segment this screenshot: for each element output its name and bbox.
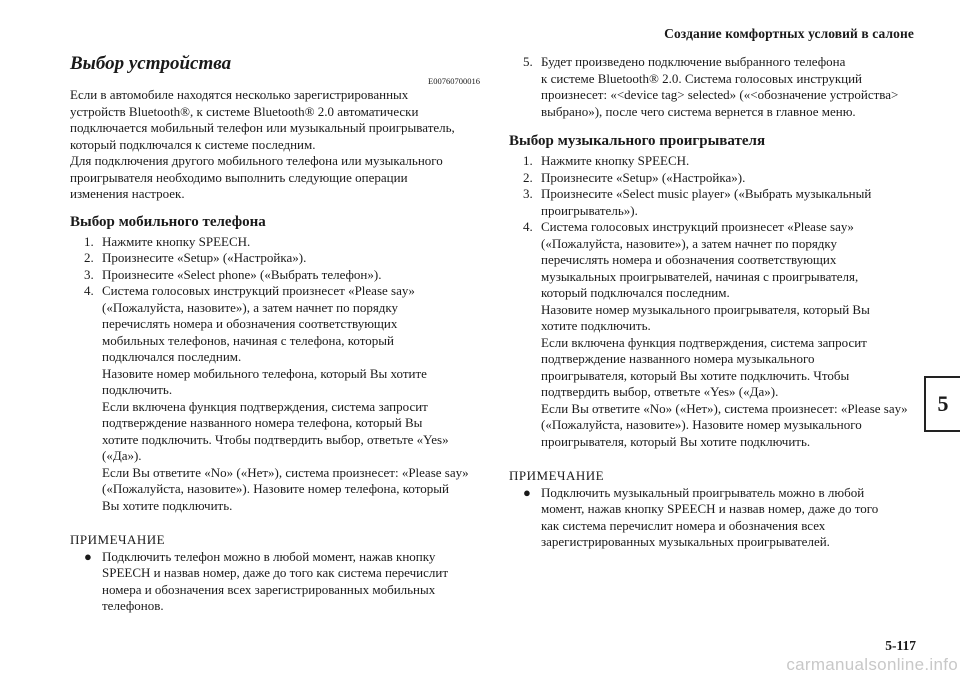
text-line: Если включена функция подтверждения, система запросит: [541, 334, 867, 350]
text-line: Назовите номер мобильного телефона, который Вы хотите: [102, 365, 427, 381]
text-line: изменения настроек.: [70, 186, 185, 201]
text-line: устройств Bluetooth®, к системе Bluetooth® 2.0 автоматически: [70, 103, 419, 119]
section-code: E00760700016: [428, 76, 480, 86]
step-item: [509, 219, 914, 450]
text-line: Система голосовых инструкций произнесет «Please say»: [102, 283, 415, 298]
text-line: подтверждение названного номера музыкального: [541, 351, 815, 366]
note-item: [509, 485, 914, 551]
text-line: как система перечислит номера и обозначения всех: [541, 517, 826, 533]
text-line: Произнесите «Select music player» («Выбрать музыкальный: [541, 186, 872, 201]
step-text: [541, 153, 914, 170]
note-text: [541, 485, 914, 551]
text-line: номера и обозначения всех зарегистрированных мобильных: [102, 581, 436, 597]
step-text: [102, 283, 480, 514]
text-line: проигрывателя необходимо выполнить следующие операции: [70, 169, 408, 185]
step-item: [70, 234, 480, 251]
text-line: хотите подключить. Чтобы подтвердить выбор, ответьте «Yes»: [102, 431, 449, 447]
step-number: 2.: [523, 169, 533, 185]
text-line: проигрывателя, который Вы хотите подключить. Чтобы: [541, 367, 850, 383]
text-line: Будет произведено подключение выбранного телефона: [541, 54, 846, 69]
text-line: проигрывателя, который Вы хотите подключить.: [541, 433, 811, 449]
text-line: Если Вы ответите «No» («Нет»), система произнесет: «Please say»: [541, 400, 908, 416]
text-line: подключается мобильный телефон или музыкальный проигрыватель,: [70, 120, 455, 135]
text-line: Если в автомобиле находятся несколько зарегистрированных: [70, 87, 409, 102]
text-line: Произнесите «Setup» («Настройка»).: [541, 169, 746, 185]
text-line: Произнесите «Setup» («Настройка»).: [102, 250, 307, 265]
text-line: выбрано»), после чего система вернется в главное меню.: [541, 103, 856, 119]
text-line: Система голосовых инструкций произнесет «Please say»: [541, 219, 854, 234]
text-line: SPEECH и назвав номер, даже до того как система перечислит: [102, 565, 449, 580]
step-text: [541, 219, 914, 450]
text-line: который подключался к системе последним.: [70, 136, 316, 152]
step-item: [509, 186, 914, 219]
text-line: («Пожалуйста, назовите»). Назовите номер телефона, который: [102, 481, 449, 496]
step-number: 5.: [523, 54, 533, 69]
text-line: Для подключения другого мобильного телефона или музыкального: [70, 153, 443, 168]
step-item: [70, 250, 480, 267]
text-line: («Да»).: [102, 448, 142, 463]
text-line: Если Вы ответите «No» («Нет»), система произнесет: «Please say»: [102, 464, 469, 480]
text-line: перечислять номера и обозначения соответствующих: [102, 316, 398, 331]
text-line: Подключить телефон можно в любой момент, нажав кнопку: [102, 548, 436, 564]
step-text: [541, 54, 914, 120]
text-line: проигрыватель»).: [541, 202, 638, 218]
player-subtitle: Выбор музыкального проигрывателя: [509, 133, 766, 149]
watermark: carmanualsonline.info: [786, 655, 958, 674]
phone-steps: [70, 234, 480, 515]
chapter-tab: 5: [924, 376, 960, 432]
text-line: подтвердить выбор, ответьте «Yes» («Да»).: [541, 384, 779, 399]
running-header: Создание комфортных условий в салоне: [664, 26, 914, 41]
text-line: мобильных телефонов, начиная с телефона, который: [102, 332, 394, 348]
intro-paragraph: [70, 87, 480, 203]
step-number: 1.: [84, 233, 94, 249]
text-line: подключался последним.: [102, 349, 242, 364]
text-line: зарегистрированных музыкальных проигрывателей.: [541, 534, 830, 549]
step-text: [541, 170, 914, 187]
text-line: Нажмите кнопку SPEECH.: [541, 153, 690, 168]
text-line: музыкальных проигрывателей, начиная с проигрывателя,: [541, 268, 859, 284]
step-item: [509, 153, 914, 170]
page-number: 5-117: [885, 638, 916, 653]
right-column: [509, 54, 914, 551]
player-steps: [509, 153, 914, 450]
step-item: [70, 283, 480, 514]
text-line: подключить.: [102, 382, 173, 397]
step-text: [541, 186, 914, 219]
text-line: который подключался последним.: [541, 285, 730, 300]
text-line: момент, нажав кнопку SPEECH и назвав номер, даже до того: [541, 501, 879, 516]
note-label: ПРИМЕЧАНИЕ: [509, 468, 605, 483]
note-text: [102, 549, 480, 615]
text-line: подтверждение названного номера телефона, который Вы: [102, 415, 423, 430]
step-number: 4.: [523, 219, 533, 234]
text-line: («Пожалуйста, назовите»). Назовите номер музыкального: [541, 417, 862, 432]
text-line: к системе Bluetooth® 2.0. Система голосовых инструкций: [541, 70, 863, 86]
step-5: [509, 54, 914, 120]
text-line: Произнесите «Select phone» («Выбрать телефон»).: [102, 266, 382, 282]
text-line: Если включена функция подтверждения, система запросит: [102, 398, 428, 414]
step-text: [102, 267, 480, 284]
step-text: [102, 234, 480, 251]
left-column: [70, 52, 480, 615]
text-line: Вы хотите подключить.: [102, 497, 233, 513]
text-line: Подключить музыкальный проигрыватель можно в любой: [541, 484, 865, 500]
text-line: телефонов.: [102, 598, 164, 613]
step-number: 1.: [523, 153, 533, 168]
phone-subtitle: Выбор мобильного телефона: [70, 213, 266, 230]
step-number: 4.: [84, 283, 94, 298]
step-item: [70, 267, 480, 284]
text-line: Нажмите кнопку SPEECH.: [102, 233, 251, 249]
step-text: [102, 250, 480, 267]
step-number: 3.: [523, 186, 533, 201]
text-line: («Пожалуйста, назовите»), а затем начнет по порядку: [102, 299, 399, 315]
text-line: Назовите номер музыкального проигрывателя, который Вы: [541, 301, 870, 317]
bullet-icon: ●: [523, 484, 531, 500]
bullet-icon: ●: [84, 548, 92, 564]
text-line: перечислять номера и обозначения соответствующих: [541, 252, 837, 267]
note-item: [70, 549, 480, 615]
note-label: ПРИМЕЧАНИЕ: [70, 532, 166, 547]
text-line: хотите подключить.: [541, 318, 651, 333]
step-number: 2.: [84, 250, 94, 265]
text-line: произнесет: «<device tag> selected» («<обозначение устройства>: [541, 87, 899, 102]
text-line: («Пожалуйста, назовите»), а затем начнет по порядку: [541, 235, 838, 251]
step-item: [509, 170, 914, 187]
section-title: Выбор устройства: [70, 53, 232, 74]
step-number: 3.: [84, 266, 94, 282]
